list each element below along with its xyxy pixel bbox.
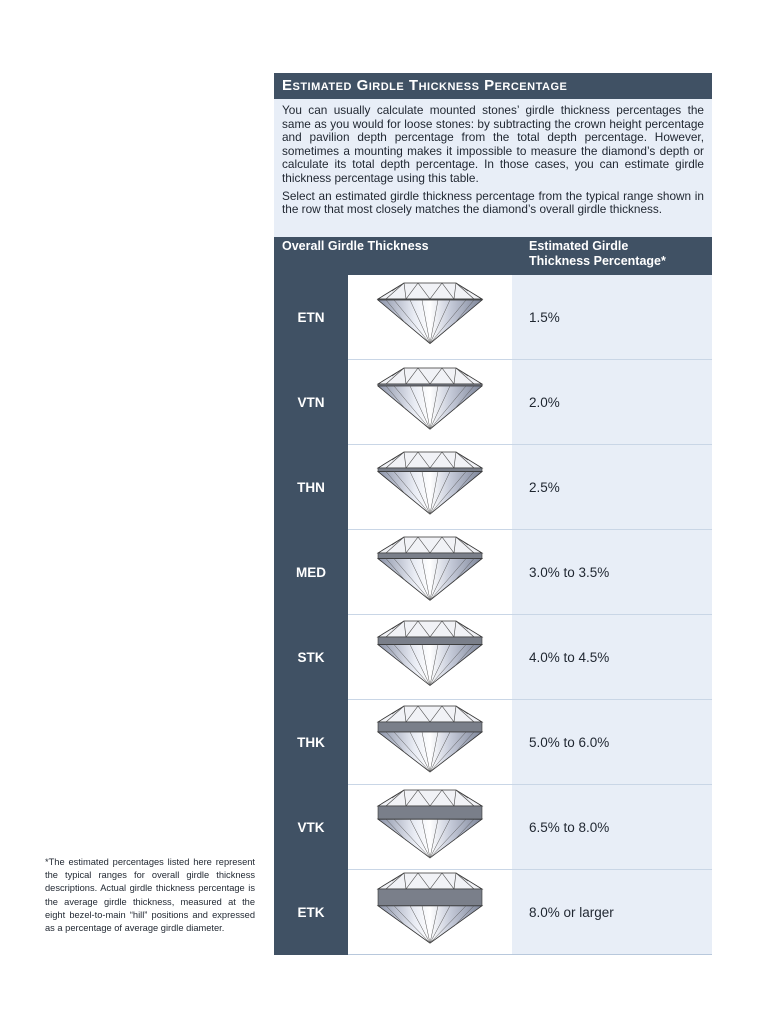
intro-text <box>274 99 712 237</box>
diamond-cell <box>348 700 512 785</box>
girdle-code: VTK <box>274 785 348 870</box>
column-header-percentage <box>512 237 666 275</box>
diamond-girdle-icon <box>376 789 484 866</box>
girdle-percentage: 3.0% to 3.5% <box>512 530 712 615</box>
diamond-cell <box>348 360 512 445</box>
girdle-percentage: 2.5% <box>512 445 712 530</box>
girdle-code: MED <box>274 530 348 615</box>
girdle-percentage: 5.0% to 6.0% <box>512 700 712 785</box>
girdle-code: THN <box>274 445 348 530</box>
table-row <box>274 275 712 360</box>
diamond-cell <box>348 445 512 530</box>
diamond-cell <box>348 530 512 615</box>
girdle-percentage: 6.5% to 8.0% <box>512 785 712 870</box>
diamond-girdle-icon <box>376 367 484 437</box>
table-row <box>274 700 712 785</box>
intro-paragraph-1: You can usually calculate mounted stones’ girdle thickness percentages the same as you would for loose stones: by subtracting the crown height percentage and pavilion depth percentage from the total depth percentage. However, sometimes a mounting makes it impossible to measure the diamond’s depth or calculate its total depth percentage. In those cases, you can estimate girdle thickness percentage using this table. <box>282 103 704 185</box>
girdle-code: VTN <box>274 360 348 445</box>
girdle-code: STK <box>274 615 348 700</box>
column-header-girdle-thickness: Overall Girdle Thickness <box>282 239 429 253</box>
panel-title-text: Estimated Girdle Thickness Percentage <box>282 77 568 94</box>
table-row <box>274 870 712 955</box>
table-row <box>274 360 712 445</box>
diamond-cell <box>348 275 512 360</box>
table-row <box>274 445 712 530</box>
diamond-girdle-icon <box>376 620 484 694</box>
girdle-code: ETN <box>274 275 348 360</box>
girdle-percentage: 2.0% <box>512 360 712 445</box>
intro-paragraph-2: Select an estimated girdle thickness percentage from the typical range shown in the row that most closely matches the diamond’s overall girdle thickness. <box>282 188 704 217</box>
diamond-girdle-icon <box>376 451 484 522</box>
girdle-code: ETK <box>274 870 348 955</box>
table-header <box>274 237 712 275</box>
diamond-cell <box>348 785 512 870</box>
girdle-code: THK <box>274 700 348 785</box>
girdle-percentage: 1.5% <box>512 275 712 360</box>
girdle-thickness-panel <box>274 73 712 955</box>
column-header-percentage-line1: Estimated Girdle <box>529 239 629 253</box>
table-body <box>274 275 712 955</box>
diamond-cell <box>348 615 512 700</box>
diamond-girdle-icon <box>376 872 484 951</box>
table-row <box>274 615 712 700</box>
diamond-cell <box>348 870 512 955</box>
diamond-girdle-icon <box>376 536 484 608</box>
table-row <box>274 530 712 615</box>
girdle-percentage: 4.0% to 4.5% <box>512 615 712 700</box>
footnote: *The estimated percentages listed here represent the typical ranges for overall girdle thickness descriptions. Actual girdle thickness percentage is the average girdle thickness, measured at the eight bezel-to-main “hill” positions and expressed as a percentage of average girdle diameter. <box>45 857 255 934</box>
table-row <box>274 785 712 870</box>
panel-title <box>274 73 712 99</box>
diamond-girdle-icon <box>376 282 484 352</box>
diamond-girdle-icon <box>376 705 484 780</box>
girdle-percentage: 8.0% or larger <box>512 870 712 955</box>
column-header-percentage-line2: Thickness Percentage* <box>529 254 666 268</box>
